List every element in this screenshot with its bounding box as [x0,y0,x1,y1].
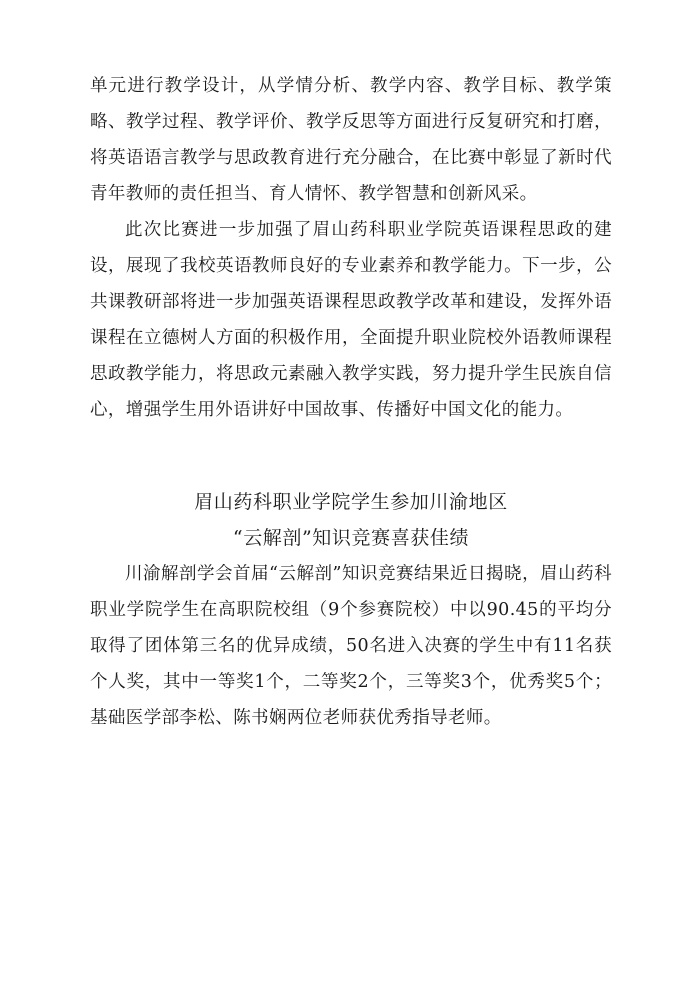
document-page [90,68,612,736]
section-gap [90,428,612,484]
paragraph-anatomy-results: 川渝解剖学会首届“云解剖”知识竞赛结果近日揭晓，眉山药科职业学院学生在高职院校组（9个参赛院校）中以90.45的平均分取得了团体第三名的优异成绩，50名进入决赛的学生中有11名获个人奖，其中一等奖1个，二等奖2个，三等奖3个，优秀奖5个；基础医学部李松、陈书娴两位老师获优秀指导老师。 [90,564,612,728]
article-title-line-2: “云解剖”知识竞赛喜获佳绩 [232,527,470,549]
article-anatomy-competition [90,484,612,736]
article-title-line-1: 眉山药科职业学院学生参加川渝地区 [194,491,508,513]
article-english-competition [90,68,612,428]
paragraph-competition-summary: 此次比赛进一步加强了眉山药科职业学院英语课程思政的建设，展现了我校英语教师良好的专业素养和教学能力。下一步，公共课教研部将进一步加强英语课程思政教学改革和建设，发挥外语课程在立德树人方面的积极作用，全面提升职业院校外语教师课程思政教学能力，将思政元素融入教学实践，努力提升学生民族自信心，增强学生用外语讲好中国故事、传播好中国文化的能力。 [90,220,612,420]
paragraph-teaching-design: 单元进行教学设计，从学情分析、教学内容、教学目标、教学策略、教学过程、教学评价、教学反思等方面进行反复研究和打磨，将英语语言教学与思政教育进行充分融合，在比赛中彰显了新时代青年教师的责任担当、育人情怀、教学智慧和创新风采。 [90,76,612,204]
